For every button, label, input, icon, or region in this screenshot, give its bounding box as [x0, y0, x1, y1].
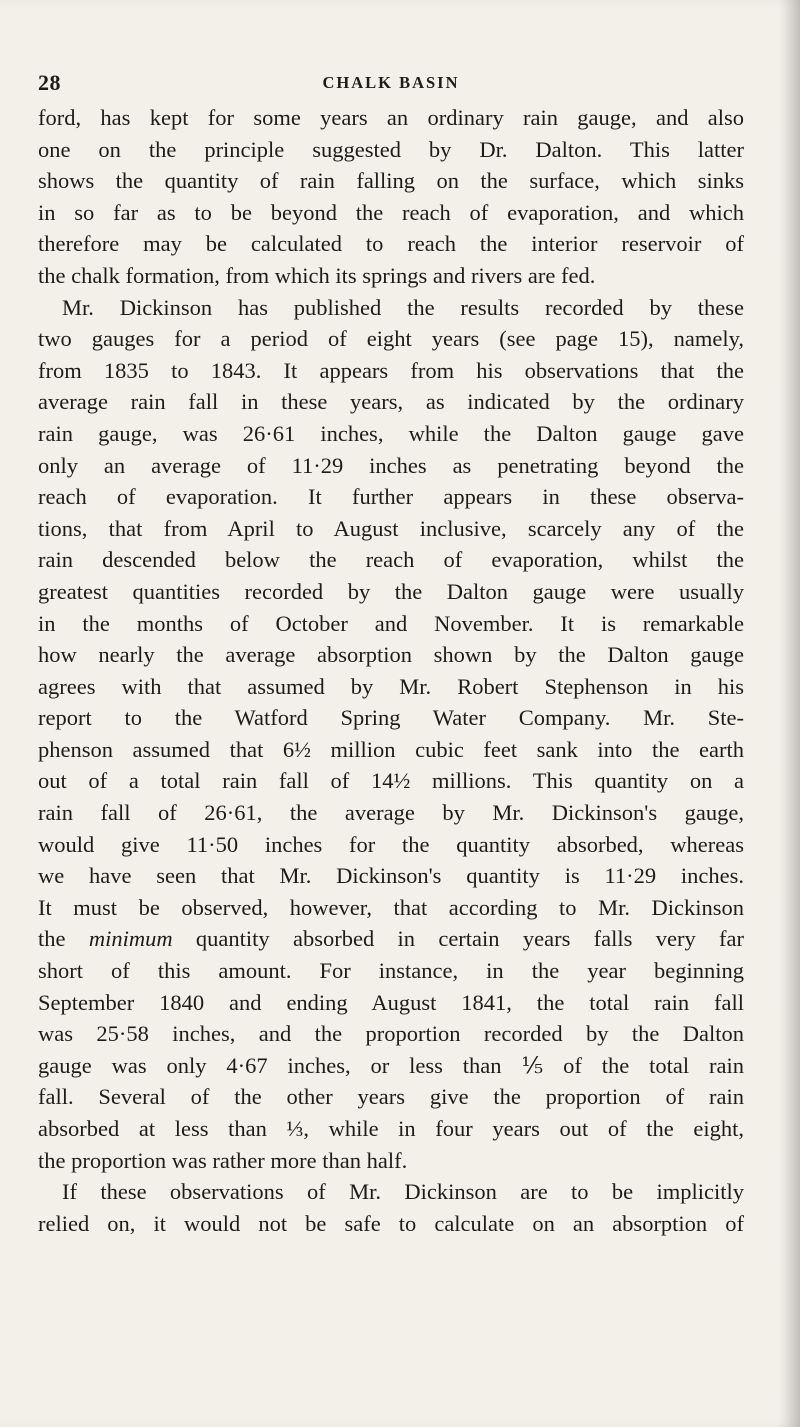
- text-line: was 25·58 inches, and the proportion recorded by the Dalton: [38, 1021, 744, 1047]
- text-line: absorbed at less than ⅓, while in four years out of the eight,: [38, 1116, 744, 1141]
- text-fragment: quantity absorbed in certain years falls very far: [195, 926, 744, 952]
- text-line: only an average of 11·29 inches as penetrating beyond the: [38, 452, 744, 478]
- page-header: [38, 70, 744, 104]
- text-fragment: the: [38, 926, 66, 952]
- text-line: shows the quantity of rain falling on the surface, which sinks: [38, 168, 744, 194]
- text-line: agrees with that assumed by Mr. Robert Stephenson in his: [38, 673, 744, 699]
- text-line: gauge was only 4·67 inches, or less than ⅕ of the total rain: [38, 1052, 744, 1078]
- text-line: two gauges for a period of eight years (see page 15), namely,: [38, 326, 744, 352]
- text-line: we have seen that Mr. Dickinson's quantity is 11·29 inches.: [38, 863, 744, 889]
- emphasized-word: minimum: [88, 926, 173, 952]
- text-line: If these observations of Mr. Dickinson are to be implicitly: [62, 1179, 744, 1205]
- text-line: relied on, it would not be safe to calculate on an absorption of: [38, 1210, 744, 1236]
- text-line: report to the Watford Spring Water Company. Mr. Ste-: [38, 705, 744, 731]
- text-line: greatest quantities recorded by the Dalton gauge were usually: [38, 578, 744, 604]
- text-line: phenson assumed that 6½ million cubic feet sank into the earth: [38, 736, 744, 762]
- text-line: fall. Several of the other years give the proportion of rain: [38, 1084, 744, 1110]
- text-line: how nearly the average absorption shown by the Dalton gauge: [38, 642, 744, 668]
- running-head: CHALK BASIN: [322, 73, 460, 92]
- text-line: would give 11·50 inches for the quantity absorbed, whereas: [38, 831, 744, 857]
- text-line: Mr. Dickinson has published the results recorded by these: [62, 294, 744, 320]
- text-line: rain gauge, was 26·61 inches, while the Dalton gauge gave: [38, 420, 744, 446]
- text-line: ford, has kept for some years an ordinary rain gauge, and also: [38, 105, 744, 130]
- text-line: out of a total rain fall of 14½ millions. This quantity on a: [38, 768, 744, 794]
- text-line: from 1835 to 1843. It appears from his observations that the: [38, 357, 744, 383]
- text-line: rain descended below the reach of evaporation, whilst the: [38, 547, 744, 573]
- page-number: 28: [38, 70, 61, 95]
- text-line: reach of evaporation. It further appears in these observa-: [38, 484, 744, 510]
- text-line: short of this amount. For instance, in the year beginning: [38, 958, 744, 984]
- text-line: in so far as to be beyond the reach of evaporation, and which: [38, 199, 744, 225]
- text-line-with-emphasis: [38, 923, 744, 955]
- text-line: the proportion was rather more than half.: [38, 1147, 408, 1173]
- text-line: average rain fall in these years, as indicated by the ordinary: [38, 389, 744, 415]
- body-text: [38, 102, 744, 1239]
- text-line: September 1840 and ending August 1841, the total rain fall: [38, 989, 744, 1015]
- text-line: rain fall of 26·61, the average by Mr. Dickinson's gauge,: [38, 800, 744, 826]
- text-line: therefore may be calculated to reach the interior reservoir of: [38, 231, 744, 257]
- text-line: one on the principle suggested by Dr. Dalton. This latter: [38, 136, 744, 162]
- text-line: It must be observed, however, that according to Mr. Dickinson: [38, 894, 744, 920]
- text-line: tions, that from April to August inclusive, scarcely any of the: [38, 515, 744, 541]
- text-line: in the months of October and November. It is remarkable: [38, 610, 744, 636]
- text-line: the chalk formation, from which its springs and rivers are fed.: [38, 262, 596, 288]
- page-edge-shadow: [778, 0, 800, 1427]
